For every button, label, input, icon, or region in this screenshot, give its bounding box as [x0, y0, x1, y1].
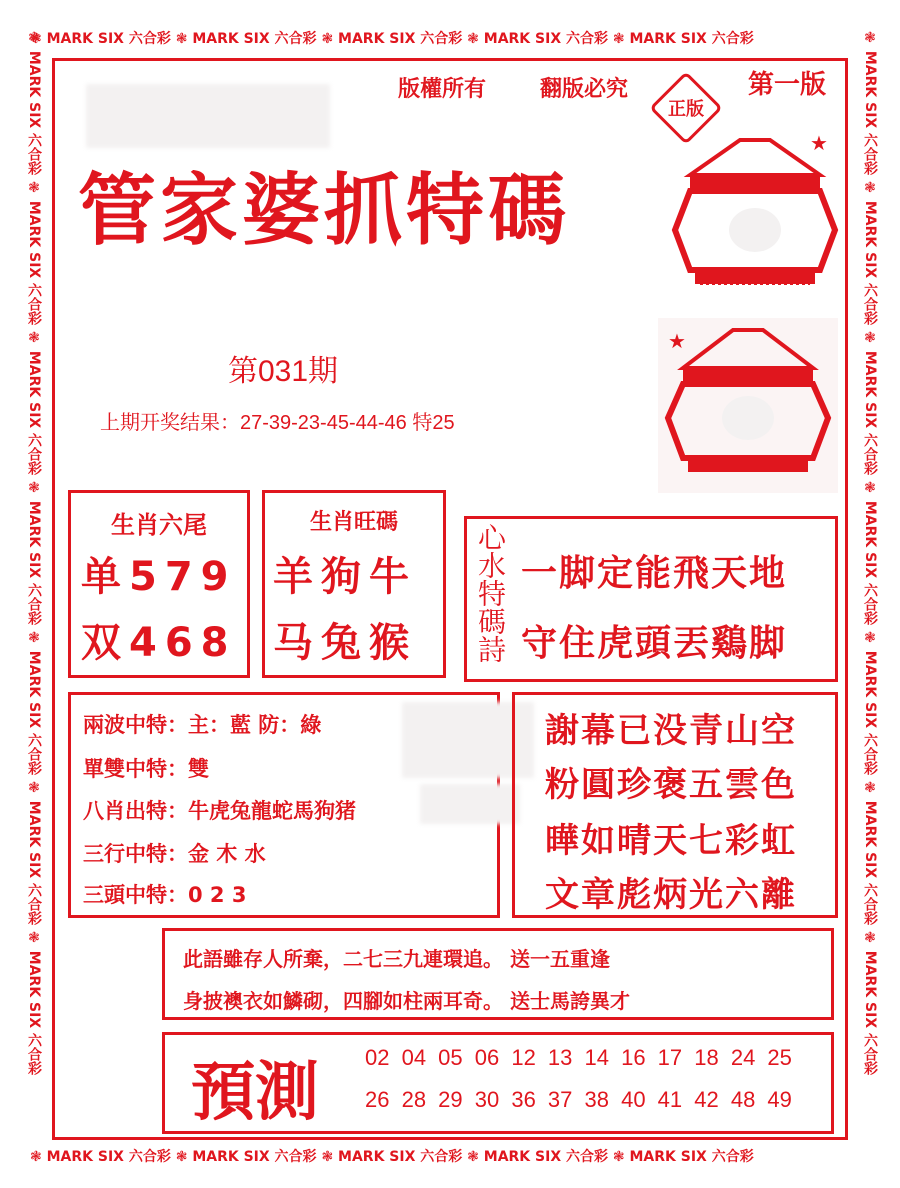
- heart-poem-box: [464, 516, 838, 682]
- prediction-label: 預測: [191, 1055, 319, 1130]
- issue-number: 第031期: [228, 355, 339, 388]
- zodiac-row2: 马兔猴: [273, 620, 417, 666]
- tail-odd: 单579: [81, 554, 237, 600]
- right-poem-line2: 粉圓珍褒五雲色: [545, 765, 797, 805]
- right-poem-line4: 文章彪炳光六離: [545, 875, 797, 915]
- verse-line1: 此語雖存人所棄，二七三九連環追。 送一五重逢: [183, 947, 610, 971]
- tail-heading: 生肖六尾: [111, 510, 207, 539]
- info-elements: 三行中特：金 木 水: [83, 842, 266, 866]
- border-text: ❃ MARK SIX 六合彩: [175, 31, 322, 47]
- verse-box: [162, 928, 834, 1020]
- border-text: ❃ MARK SIX 六合彩: [321, 1149, 468, 1165]
- lantern-graphic-bottom: [658, 318, 838, 493]
- border-text: ❃ MARK SIX 六合彩: [26, 179, 42, 330]
- border-text: ❃ MARK SIX 六合彩: [862, 779, 878, 930]
- tail-box: [68, 490, 250, 678]
- heart-poem-line1: 一脚定能飛天地: [521, 553, 788, 594]
- svg-text:★: ★: [810, 131, 828, 155]
- border-text: ❃ MARK SIX 六合彩: [467, 1149, 613, 1165]
- border-text: ❃ MARK SIX 六合彩: [26, 329, 42, 480]
- page-title: 管家婆抓特碼: [78, 165, 571, 256]
- info-waves: 兩波中特：主：藍 防：綠: [83, 713, 322, 737]
- border-text: ❃ MARK SIX 六合彩: [175, 1149, 322, 1165]
- border-text: ❃ MARK SIX 六合彩: [467, 31, 613, 47]
- border-text: ❃ MARK SIX 六合彩: [862, 179, 878, 330]
- no-reprint-text: 翻版必究: [540, 76, 629, 102]
- prediction-row1: 02 04 05 06 12 13 14 16 17 18 24 25: [365, 1045, 792, 1070]
- blurred-area: [420, 784, 520, 824]
- border-text: ❃ MARK SIX 六合彩: [26, 779, 42, 930]
- last-result: 上期开奖结果：27-39-23-45-44-46 特25: [100, 412, 455, 434]
- blurred-area: [86, 84, 330, 148]
- stamp-text: 正版: [668, 99, 704, 120]
- border-text: ❃ MARK SIX 六合彩: [321, 31, 468, 47]
- edition-label: 第一版: [748, 70, 827, 100]
- prediction-box: [162, 1032, 834, 1134]
- border-text: ❃ MARK SIX 六合彩: [30, 31, 176, 47]
- right-poem-line3: 曄如晴天七彩虹: [545, 821, 797, 861]
- heart-poem-line2: 守住虎頭丟鷄脚: [521, 623, 788, 664]
- verse-line2: 身披襖衣如鱗砌，四腳如柱兩耳奇。 送士馬誇異才: [183, 989, 630, 1013]
- border-text: ❃ MARK SIX 六合彩: [862, 329, 878, 480]
- border-text: ❃ MARK SIX 六合彩: [612, 1149, 754, 1165]
- lantern-graphic-top: [670, 120, 840, 300]
- svg-text:★: ★: [668, 329, 686, 353]
- copyright-text: 版權所有: [398, 76, 487, 102]
- heart-poem-label: 心水特碼詩: [474, 523, 507, 663]
- border-text: ❃ MARK SIX 六合彩: [26, 30, 42, 180]
- right-poem-box: [512, 692, 838, 918]
- tail-even: 双468: [81, 620, 237, 666]
- border-text: ❃ MARK SIX 六合彩: [30, 1149, 176, 1165]
- prediction-row2: 26 28 29 30 36 37 38 40 41 42 48 49: [365, 1087, 792, 1112]
- border-left: [22, 30, 44, 1160]
- border-text: ❃ MARK SIX 六合彩: [26, 929, 42, 1076]
- info-odd-even: 單雙中特：雙: [83, 757, 209, 781]
- border-text: ❃ MARK SIX 六合彩: [862, 30, 878, 180]
- border-text: ❃ MARK SIX 六合彩: [26, 629, 42, 780]
- border-text: ❃ MARK SIX 六合彩: [862, 629, 878, 780]
- info-eight-zodiac: 八肖出特：牛虎兔龍蛇馬狗猪: [83, 799, 356, 823]
- border-text: ❃ MARK SIX 六合彩: [612, 31, 754, 47]
- border-top: [30, 28, 870, 50]
- border-right: [858, 30, 880, 1160]
- border-bottom: [30, 1146, 870, 1168]
- border-text: ❃ MARK SIX 六合彩: [862, 929, 878, 1076]
- zodiac-row1: 羊狗牛: [273, 554, 417, 600]
- zodiac-heading: 生肖旺碼: [309, 509, 398, 535]
- info-heads: 三頭中特：0 2 3: [83, 883, 247, 907]
- border-text: ❃ MARK SIX 六合彩: [862, 479, 878, 630]
- right-poem-line1: 謝幕已没青山空: [545, 711, 797, 751]
- border-text: ❃ MARK SIX 六合彩: [26, 479, 42, 630]
- zodiac-box: [262, 490, 446, 678]
